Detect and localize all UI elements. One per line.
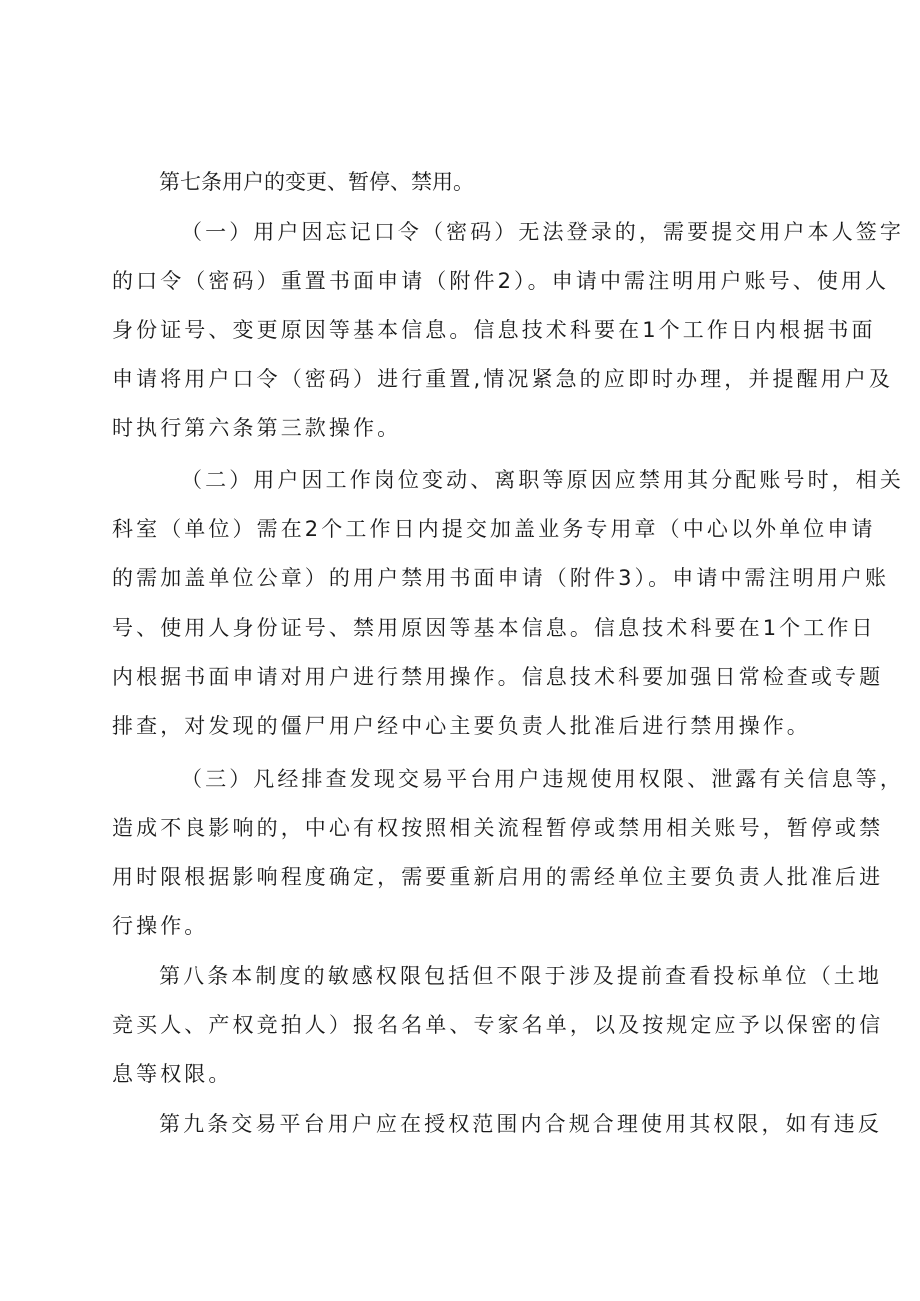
paragraph-line: 科室（单位）需在2个工作日内提交加盖业务专用章（中心以外单位申请 bbox=[112, 517, 876, 541]
paragraph-line: 造成不良影响的，中心有权按照相关流程暂停或禁用相关账号，暂停或禁 bbox=[112, 816, 884, 840]
article-8-line: 息等权限。 bbox=[112, 1062, 233, 1086]
paragraph-line: 申请将用户口令（密码）进行重置,情况紧急的应即时办理，并提醒用户及 bbox=[112, 367, 893, 391]
paragraph-line: 时执行第六条第三款操作。 bbox=[112, 416, 402, 440]
paragraph-line: 用时限根据影响程度确定，需要重新启用的需经单位主要负责人批准后进 bbox=[112, 865, 884, 889]
paragraph-line: 的口令（密码）重置书面申请（附件2）。申请中需注明用户账号、使用人 bbox=[112, 269, 890, 293]
paragraph-line: 的需加盖单位公章）的用户禁用书面申请（附件3）。申请中需注明用户账 bbox=[112, 566, 890, 590]
paragraph-line: （二）用户因工作岗位变动、离职等原因应禁用其分配账号时，相关 bbox=[181, 468, 904, 492]
paragraph-line: 身份证号、变更原因等基本信息。信息技术科要在1个工作日内根据书面 bbox=[112, 318, 876, 342]
paragraph-line: 排查，对发现的僵尸用户经中心主要负责人批准后进行禁用操作。 bbox=[112, 714, 811, 738]
article-9-line: 第九条交易平台用户应在授权范围内合规合理使用其权限，如有违反 bbox=[159, 1112, 882, 1136]
paragraph-line: 号、使用人身份证号、禁用原因等基本信息。信息技术科要在1个工作日 bbox=[112, 616, 876, 640]
article-8-line: 第八条本制度的敏感权限包括但不限于涉及提前查看投标单位（土地 bbox=[159, 964, 882, 988]
paragraph-line: 行操作。 bbox=[112, 914, 209, 938]
paragraph-line: （一）用户因忘记口令（密码）无法登录的，需要提交用户本人签字 bbox=[181, 220, 904, 244]
paragraph-line: 内根据书面申请对用户进行禁用操作。信息技术科要加强日常检查或专题 bbox=[112, 665, 884, 689]
paragraph-line: （三）凡经排查发现交易平台用户违规使用权限、泄露有关信息等， bbox=[181, 767, 904, 791]
article-8-line: 竞买人、产权竞拍人）报名名单、专家名单，以及按规定应予以保密的信 bbox=[112, 1013, 884, 1037]
article-7-heading: 第七条用户的变更、暂停、禁用。 bbox=[159, 170, 474, 194]
